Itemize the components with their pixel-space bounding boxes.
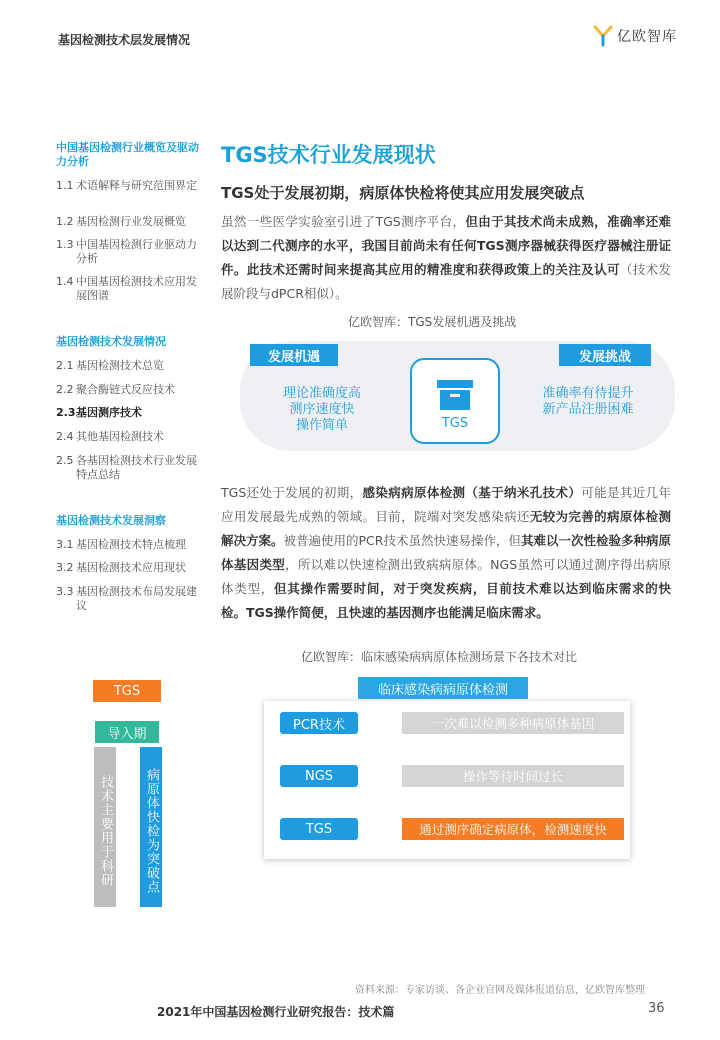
toc-item-1-3[interactable]	[56, 238, 206, 266]
toc-label: 基因检测行业发展概览	[76, 215, 186, 228]
desc-pcr: 一次难以检测多种病原体基因	[402, 712, 624, 734]
paragraph-2	[221, 481, 671, 625]
tech-pcr: PCR技术	[280, 712, 358, 734]
toc-label: 各基因检测技术行业发展特点总结	[76, 454, 197, 481]
tgs-center-label: TGS	[441, 416, 469, 431]
para2-text-3: 被普遍使用的PCR技术虽然快速易操作，但	[283, 533, 521, 548]
para2-text-1: TGS还处于发展的初期，	[221, 485, 363, 500]
toc-item-3-2[interactable]	[56, 561, 206, 575]
toc-item-3-1[interactable]	[56, 538, 206, 552]
para2-bold-1: 感染病病原体检测（基于纳米孔技术）	[362, 485, 582, 500]
toc-num: 1.1	[56, 179, 74, 192]
breakthrough-bar-text: 病原体快检为突破点	[144, 768, 159, 894]
opportunity-line: 理论准确度高	[282, 386, 361, 401]
toc-label: 基因测序技术	[76, 406, 142, 419]
toc-num: 3.3	[56, 585, 74, 598]
page-number: 36	[648, 1001, 665, 1016]
header-title: 基因检测技术层发展情况	[58, 33, 191, 47]
toc-num: 2.2	[56, 383, 74, 396]
tech-ngs: NGS	[280, 765, 358, 787]
tgs-center-box	[410, 358, 500, 444]
toc-item-2-2[interactable]	[56, 383, 206, 397]
tech-tgs: TGS	[280, 818, 358, 840]
para2-bold-4: 但其操作需要时间，对于突发疾病，目前技术难以达到临床需求的快检。TGS操作简便，且快速的基因测序也能满足临床需求。	[221, 581, 671, 620]
page-title: TGS技术行业发展现状	[221, 143, 436, 167]
logo-icon	[593, 25, 613, 47]
para2-text-2: 可能是其近几年应用发展最先成熟的领域。目前，院端对突发感染病还	[221, 485, 671, 524]
toc-label: 基因检测技术特点梳理	[76, 538, 186, 551]
toc-label: 术语解释与研究范围界定	[76, 179, 197, 192]
figure-caption-1: 亿欧智库：TGS发展机遇及挑战	[348, 315, 517, 329]
toc-num: 2.3	[56, 406, 76, 419]
challenge-line: 准确率有待提升	[542, 386, 634, 401]
opportunity-tag: 发展机遇	[250, 344, 338, 366]
toc-item-2-5[interactable]	[56, 454, 206, 482]
toc-num: 1.2	[56, 215, 74, 228]
challenge-list	[528, 386, 648, 418]
opportunity-line: 测序速度快	[289, 402, 355, 417]
para2-bold-3: 其难以一次性检验多种病原体基因类型	[221, 533, 671, 572]
para2-bold-2: 无较为完善的病原体检测解决方案。	[221, 509, 671, 548]
toc-item-2-3[interactable]	[56, 406, 206, 420]
toc-item-1-1[interactable]	[56, 179, 206, 193]
figure-caption-2: 亿欧智库：临床感染病病原体检测场景下各技术对比	[301, 650, 578, 664]
comparison-header: 临床感染病病原体检测	[358, 677, 528, 699]
toc-num: 2.4	[56, 430, 74, 443]
toc-num: 2.1	[56, 359, 74, 372]
toc-item-2-4[interactable]	[56, 430, 206, 444]
toc-label: 聚合酶链式反应技术	[76, 383, 175, 396]
toc-num: 2.5	[56, 454, 74, 467]
para1-text-2: （技术发展阶段与dPCR相似）。	[221, 262, 671, 301]
toc-label: 其他基因检测技术	[76, 430, 164, 443]
toc-item-1-4[interactable]	[56, 275, 206, 303]
stage-tag: 导入期	[95, 721, 159, 743]
para2-text-4: ，所以难以快速检测出致病病原体。NGS虽然可以通过测序得出病原体类型，	[221, 557, 671, 596]
desc-ngs: 操作等待时间过长	[402, 765, 624, 787]
report-title: 2021年中国基因检测行业研究报告：技术篇	[157, 1005, 395, 1019]
toc-section-2[interactable]: 基因检测技术发展情况	[56, 335, 166, 348]
paragraph-1	[221, 210, 671, 306]
box-icon	[435, 378, 475, 414]
research-bar-text: 技术主要用于科研	[98, 775, 113, 887]
opportunity-line: 操作简单	[295, 418, 348, 433]
challenge-line: 新产品注册困难	[542, 402, 634, 417]
tgs-tag: TGS	[93, 680, 161, 702]
toc-section-3[interactable]: 基因检测技术发展洞察	[56, 514, 166, 527]
brand-logo	[593, 24, 677, 48]
toc-label: 中国基因检测技术应用发展图谱	[76, 275, 197, 302]
toc-num: 3.1	[56, 538, 74, 551]
toc-label: 基因检测技术布局发展建议	[76, 585, 197, 612]
research-bar	[94, 747, 116, 907]
toc-label: 中国基因检测行业驱动力分析	[76, 238, 197, 265]
toc-num: 3.2	[56, 561, 74, 574]
logo-text: 亿欧智库	[617, 29, 677, 45]
toc-num: 1.4	[56, 275, 74, 288]
challenge-tag: 发展挑战	[559, 344, 651, 366]
toc-section-1[interactable]: 中国基因检测行业概览及驱动力分析	[56, 141, 199, 168]
desc-tgs: 通过测序确定病原体，检测速度快	[402, 818, 624, 840]
toc-num: 1.3	[56, 238, 74, 251]
para1-text-1: 虽然一些医学实验室引进了TGS测序平台，	[221, 214, 466, 229]
toc-item-1-2[interactable]	[56, 215, 206, 229]
toc-label: 基因检测技术应用现状	[76, 561, 186, 574]
toc-item-2-1[interactable]	[56, 359, 206, 373]
section-subtitle: TGS处于发展初期，病原体快检将使其应用发展突破点	[221, 184, 585, 202]
breakthrough-bar	[140, 747, 162, 907]
opportunity-list	[262, 386, 382, 434]
toc-item-3-3[interactable]	[56, 585, 206, 613]
toc-label: 基因检测技术总览	[76, 359, 164, 372]
source-note: 资料来源：专家访谈、各企业官网及媒体报道信息，亿欧智库整理	[355, 985, 645, 996]
para1-bold-1: 但由于其技术尚未成熟，准确率还难以达到二代测序的水平，我国目前尚未有任何TGS测序器械获得医疗器械注册证件。此技术还需时间来提高其应用的精准度和获得政策上的关注及认可	[221, 214, 671, 277]
